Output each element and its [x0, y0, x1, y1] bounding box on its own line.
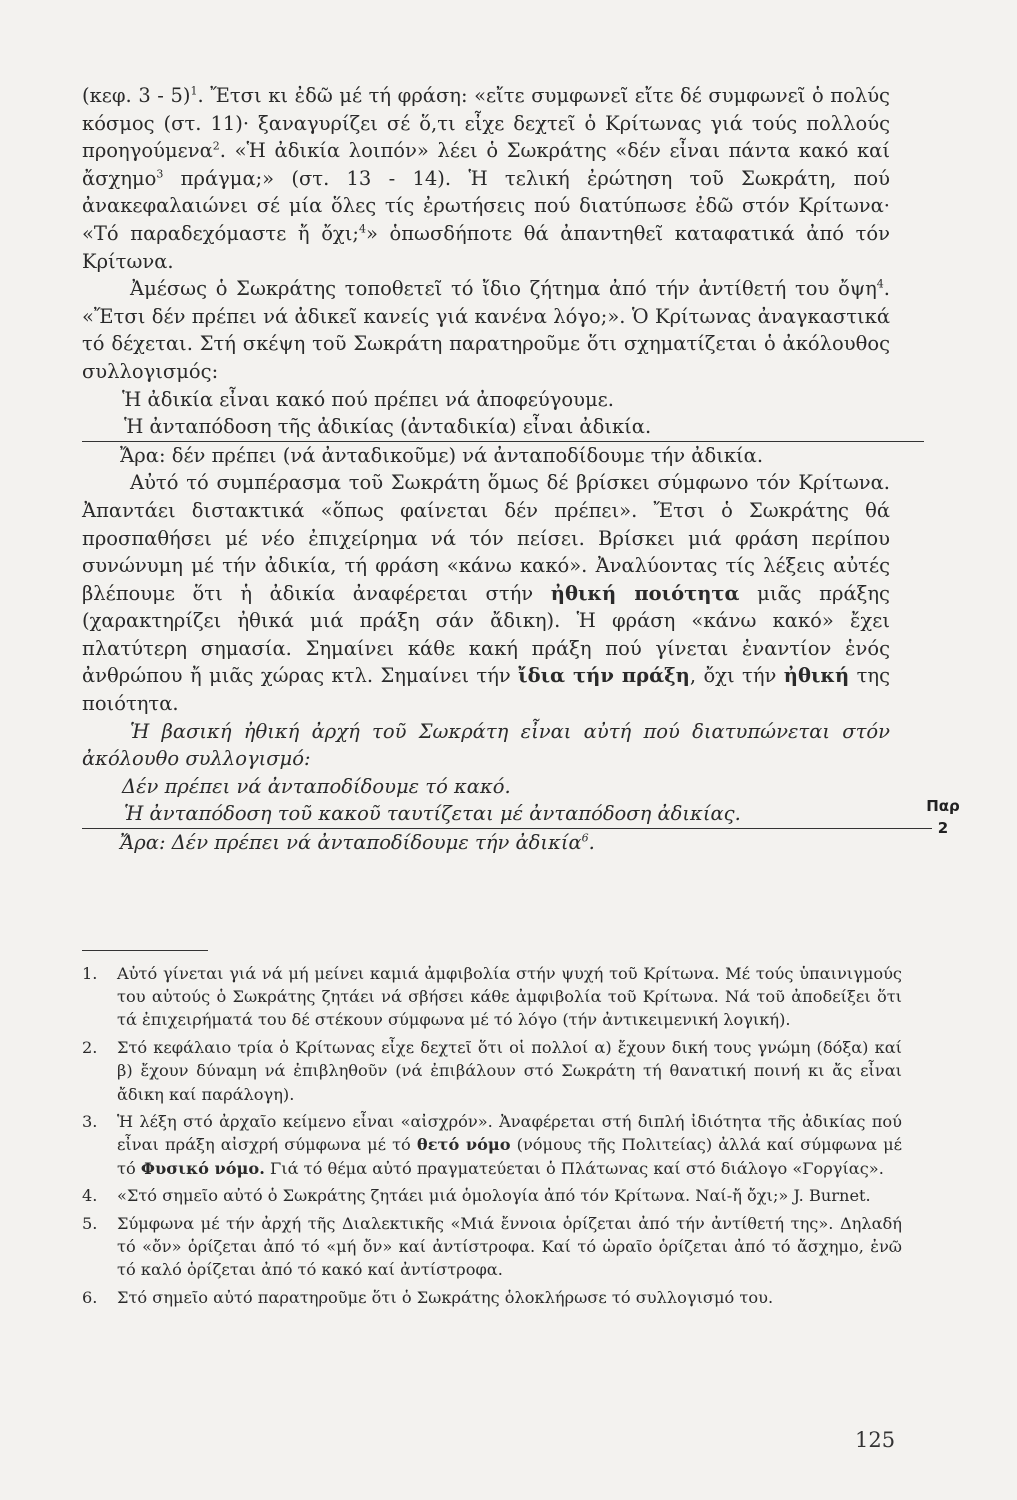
syllogism-premise: Ἡ ἀδικία εἶναι κακό πού πρέπει νά ἀποφεύγουμε.	[122, 387, 614, 411]
syllogism-premise: Δέν πρέπει νά ἀνταποδίδουμε τό κακό.	[122, 774, 511, 798]
footnote: 3. Ἡ λέξη στό ἀρχαῖο κείμενο εἶναι «αἰσχρόν». Ἀναφέρεται στή διπλή ἰδιότητα τῆς ἀδικίας πού εἶναι πράξη αἰσχρή σύμφωνα μέ τό θετό νόμο (νόμους τῆς Πολιτείας) ἀλλά καί σύμφωνα μέ τό Φυσικό νόμο. Γιά τό θέμα αὐτό πραγματεύεται ὁ Πλάτωνας καί στό διάλογο «Γοργίας».	[82, 1112, 902, 1178]
footnote: 2. Στό κεφάλαιο τρία ὁ Κρίτωνας εἶχε δεχτεῖ ὅτι οἱ πολλοί α) ἔχουν δική τους γνώμη (δόξα) καί β) ἔχουν δύναμη νά ἐπιβληθοῦν (νά ἐπιβάλουν στό Σωκράτη τή θανατική ποινή κι ἄς εἶναι ἄδικη καί παράλογη).	[82, 1038, 902, 1104]
paragraph: (κεφ. 3 - 5)$^1$. Ἔτσι κι ἐδῶ μέ τή φράση: «εἴτε συμφωνεῖ εἴτε δέ συμφωνεῖ ὁ πολύς κόσμος (στ. 11)· ξαναγυρίζει σέ ὅ,τι εἶχε δεχτεῖ ὁ Κρίτωνας γιά τούς πολλούς προηγούμενα$^2$. «Ἡ ἀδικία λοιπόν» λέει ὁ Σωκράτης «δέν εἶναι πάντα κακό καί ἄσχημο$^3$ πράγμα;» (στ. 13 - 14). Ἡ τελική ἐρώτηση τοῦ Σωκράτη, πού ἀνακεφαλαιώνει σέ μία ὅλες τίς ἐρωτήσεις πού διατύπωσε ἐδῶ στόν Κρίτωνα· «Τό παραδεχόμαστε ἤ ὄχι;$^4$» ὁπωσδήποτε θά ἀπαντηθεῖ καταφατικά ἀπό τόν Κρίτωνα.	[82, 84, 890, 273]
footnote-ref: 1	[190, 84, 198, 98]
footnote-ref: 3	[156, 167, 164, 181]
footnote: 6. Στό σημεῖο αὐτό παρατηροῦμε ὅτι ὁ Σωκράτης ὁλοκλήρωσε τό συλλογισμό του.	[82, 1288, 774, 1308]
paragraph: Ἀμέσως ὁ Σωκράτης τοποθετεῖ τό ἴδιο ζήτημα ἀπό τήν ἀντίθετή του ὄψη$^4$. «Ἔτσι δέν πρέπει νά ἀδικεῖ κανείς γιά κανένα λόγο;». Ὁ Κρίτωνας ἀναγκαστικά τό δέχεται. Στή σκέψη τοῦ Σωκράτη παρατηροῦμε ὅτι σχηματίζεται ὁ ἀκόλουθος συλλογισμός:	[82, 277, 890, 383]
main-text	[82, 82, 890, 857]
syllogism-premise: Ἡ ἀνταπόδοση τοῦ κακοῦ ταυτίζεται μέ ἀνταπόδοση ἀδικίας.	[82, 800, 932, 829]
footnote-ref: 2	[212, 139, 220, 153]
margin-note	[918, 795, 968, 839]
footnote: 1. Αὐτό γίνεται γιά νά μή μείνει καμιά ἀμφιβολία στήν ψυχή τοῦ Κρίτωνα. Μέ τούς ὑπαινιγμούς του αὐτούς ὁ Σωκράτης ζητάει νά σβήσει κάθε ἀμφιβολία τοῦ Κρίτωνα. Νά τοῦ ἀποδείξει ὅτι τά ἐπιχειρήματά του δέ στέκουν σύμφωνα μέ τό λόγο (τήν ἀντικειμενική λογική).	[82, 964, 902, 1030]
footnote-ref: 4	[876, 277, 884, 291]
footnote-ref: 4	[358, 222, 366, 236]
footnote: 5. Σύμφωνα μέ τήν ἀρχή τῆς Διαλεκτικῆς «Μιά ἔννοια ὁρίζεται ἀπό τήν ἀντίθετή της». Δηλαδή τό «ὄν» ὁρίζεται ἀπό τό «μή ὄν» καί ἀντίστροφα. Καί τό ὡραῖο ὁρίζεται ἀπό τό ἄσχημο, ἐνῶ τό καλό ὁρίζεται ἀπό τό κακό καί ἀντίστροφα.	[82, 1214, 902, 1280]
footnote-ref: 6	[581, 831, 589, 845]
paragraph: Ἡ βασική ἠθική ἀρχή τοῦ Σωκράτη εἶναι αὐτή πού διατυπώνεται στόν ἀκόλουθο συλλογισμό:	[82, 719, 890, 771]
syllogism-conclusion: Ἄρα: δέν πρέπει (νά ἀνταδικοῦμε) νά ἀνταποδίδουμε τήν ἀδικία.	[120, 443, 764, 467]
footnotes	[82, 962, 902, 1314]
syllogism-conclusion: Ἄρα: Δέν πρέπει νά ἀνταποδίδουμε τήν ἀδικία$^6$.	[120, 831, 595, 855]
syllogism-premise: Ἡ ἀνταπόδοση τῆς ἀδικίας (ἀνταδικία) εἶναι ἀδικία.	[82, 413, 924, 442]
page-number: 125	[855, 1428, 896, 1452]
footnote-separator	[82, 950, 208, 951]
margin-note-number: 2	[937, 819, 949, 837]
margin-note-label: Παρ	[926, 797, 960, 815]
footnote: 4. «Στό σημεῖο αὐτό ὁ Σωκράτης ζητάει μιά ὁμολογία ἀπό τόν Κρίτωνα. Ναί-ἤ ὄχι;» J. Burnet.	[82, 1186, 871, 1206]
paragraph: Αὐτό τό συμπέρασμα τοῦ Σωκράτη ὅμως δέ βρίσκει σύμφωνο τόν Κρίτωνα. Ἀπαντάει διστακτικά «ὅπως φαίνεται δέν πρέπει». Ἔτσι ὁ Σωκράτης θά προσπαθήσει μέ νέο ἐπιχείρημα νά τόν πείσει. Βρίσκει μιά φράση περίπου συνώνυμη μέ τήν ἀδικία, τή φράση «κάνω κακό». Ἀναλύοντας τίς λέξεις αὐτές βλέπουμε ὅτι ἡ ἀδικία ἀναφέρεται στήν ἠθική ποιότητα μιᾶς πράξης (χαρακτηρίζει ἠθικά μιά πράξη σάν ἄδικη). Ἡ φράση «κάνω κακό» ἔχει πλατύτερη σημασία. Σημαίνει κάθε κακή πράξη πού γίνεται ἐναντίον ἑνός ἀνθρώπου ἤ μιᾶς χώρας κτλ. Σημαίνει τήν ἴδια τήν πράξη, ὄχι τήν ἠθική της ποιότητα.	[82, 471, 890, 716]
